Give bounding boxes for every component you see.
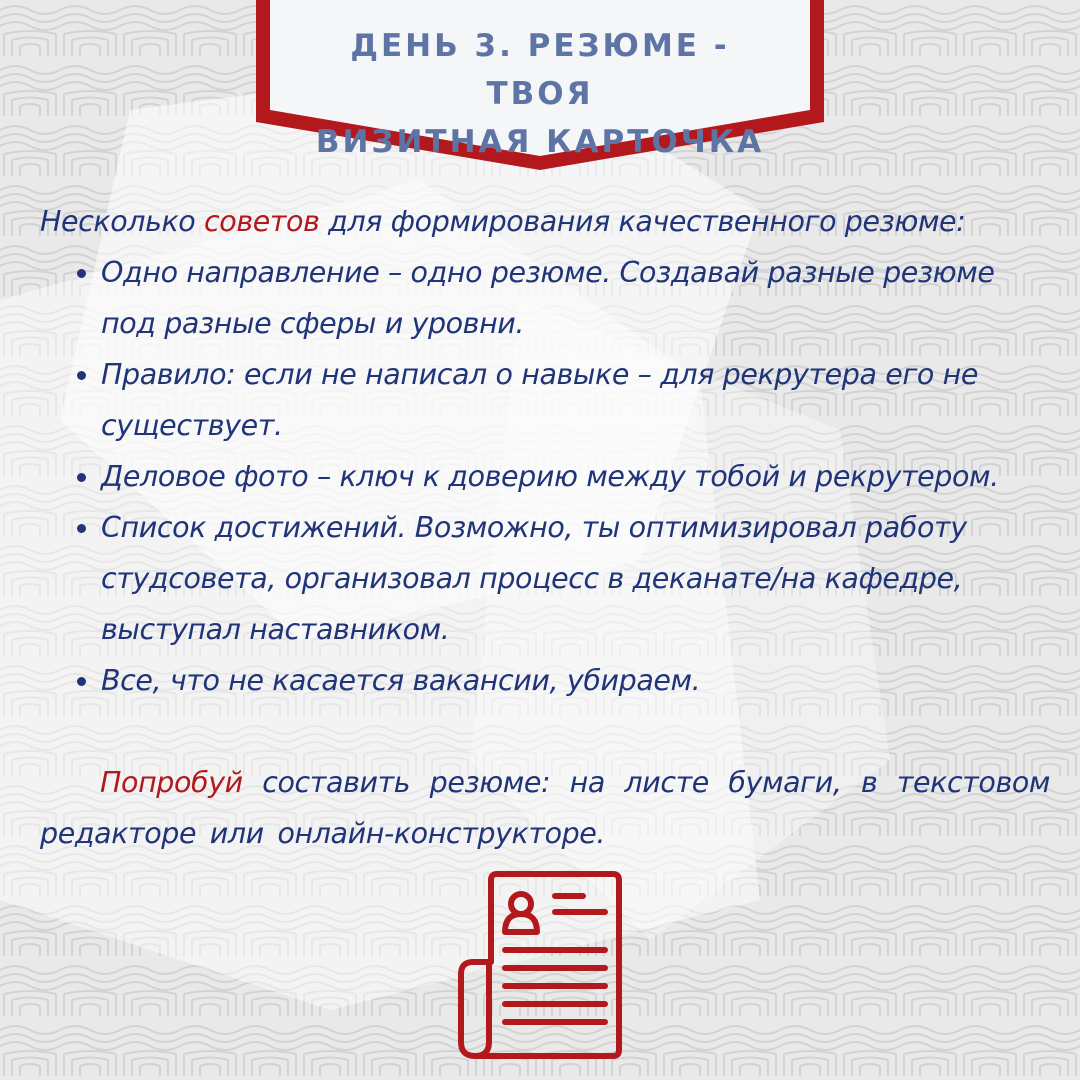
- page-title-line-2: ВИЗИТНАЯ КАРТОЧКА: [315, 124, 765, 160]
- tip-item: Правило: если не написал о навыке – для рекрутера его не существует.: [40, 349, 1050, 451]
- page-title-line-1: ДЕНЬ 3. РЕЗЮМЕ - ТВОЯ: [350, 28, 730, 112]
- intro-lead: Несколько: [40, 205, 205, 238]
- resume-document-icon: [455, 870, 627, 1062]
- intro-rest: для формирования качественного резюме:: [319, 205, 966, 238]
- tip-item: Деловое фото – ключ к доверию между тобой и рекрутером.: [40, 451, 1050, 502]
- tip-item: Все, что не касается вакансии, убираем.: [40, 655, 1050, 706]
- closing-text: [40, 757, 1050, 859]
- intro-highlight: советов: [204, 205, 320, 238]
- tips-content: [40, 196, 1050, 859]
- tip-item: Одно направление – одно резюме. Создавай разные резюме под разные сферы и уровни.: [40, 247, 1050, 349]
- closing-highlight: Попробуй: [100, 766, 243, 799]
- page-title: [290, 22, 790, 166]
- intro-text: [40, 196, 1050, 247]
- closing-rest: составить резюме: на листе бумаги, в текстовом редакторе или онлайн-конструкторе.: [40, 766, 1050, 850]
- tip-item: Список достижений. Возможно, ты оптимизировал работу студсовета, организовал процесс в деканате/на кафедре, выступал наставником.: [40, 502, 1050, 655]
- tips-list: [40, 247, 1050, 706]
